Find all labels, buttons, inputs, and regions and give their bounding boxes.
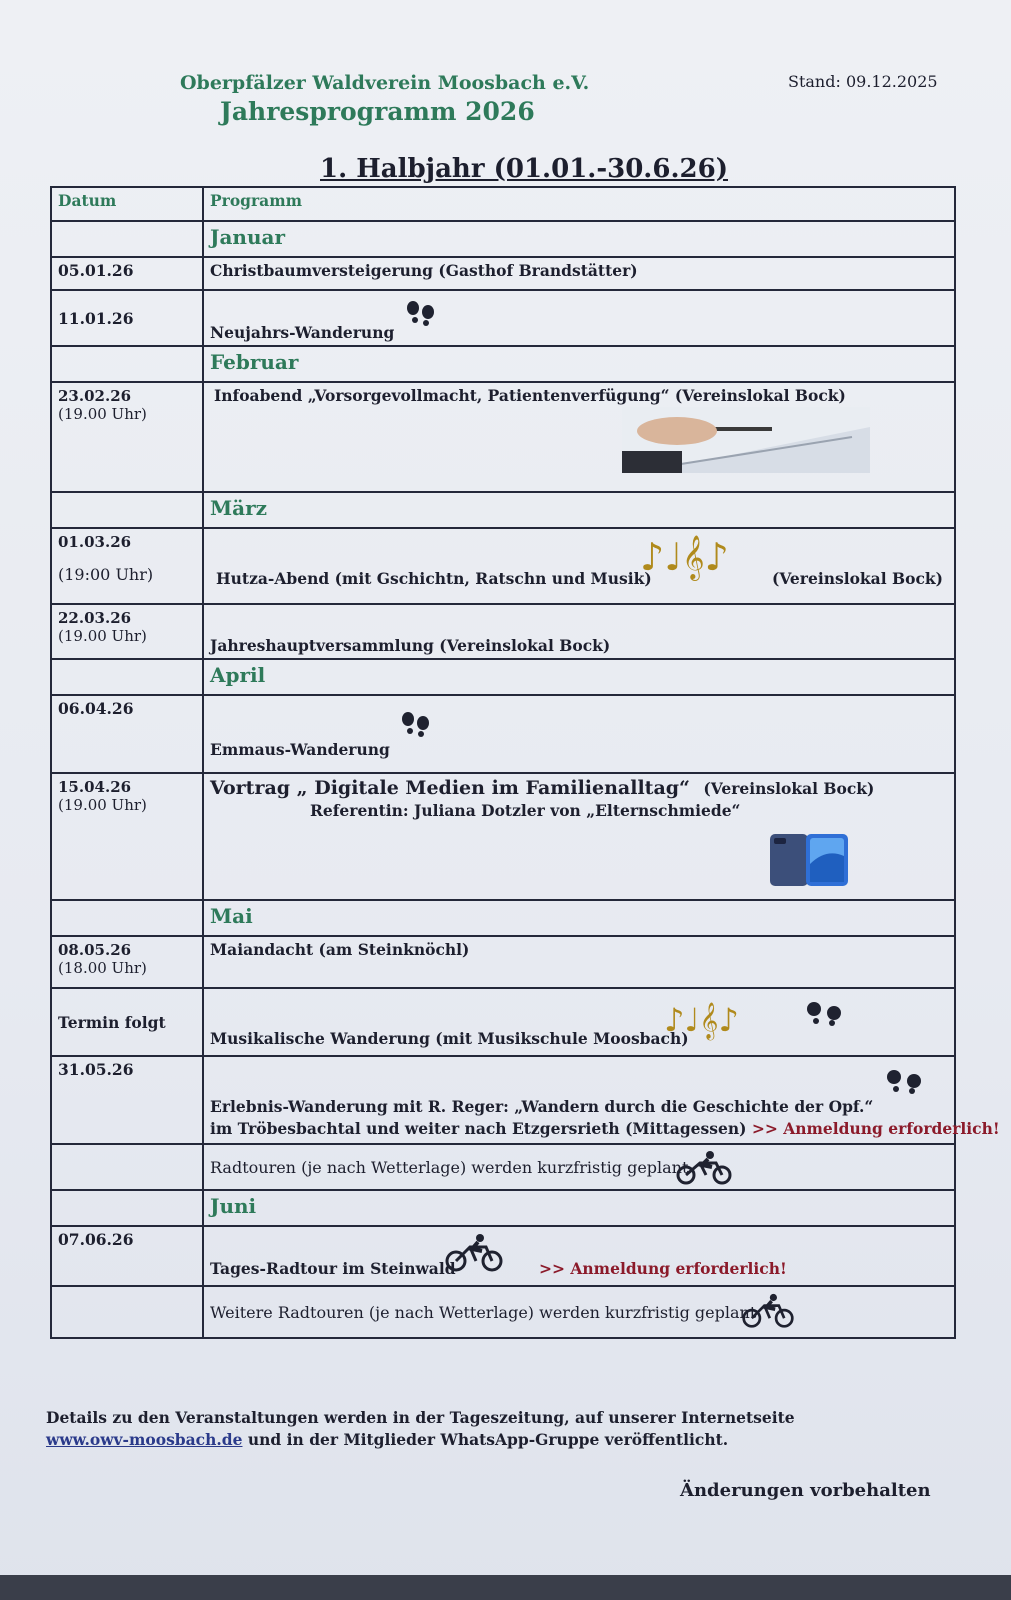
bicycle-icon	[444, 1233, 504, 1273]
table-row	[51, 936, 955, 988]
event-speaker: Referentin: Juliana Dotzler von „Elternschmiede“	[310, 801, 741, 820]
event-text-2: im Tröbesbachtal und weiter nach Etzgersrieth (Mittagessen)	[210, 1119, 747, 1138]
table-row	[51, 257, 955, 290]
month-row-april	[51, 659, 955, 695]
event-time: (19:00 Uhr)	[58, 565, 154, 584]
event-time: (19.00 Uhr)	[58, 405, 147, 423]
footer-details-rest: und in der Mitglieder WhatsApp-Gruppe veröffentlicht.	[242, 1430, 729, 1449]
event-date: 31.05.26	[51, 1056, 203, 1144]
organization-name: Oberpfälzer Waldverein Moosbach e.V.	[180, 72, 590, 94]
event-time: (18.00 Uhr)	[58, 959, 147, 977]
footprints-icon	[399, 710, 433, 738]
table-row	[51, 604, 955, 659]
event-date	[51, 1144, 203, 1190]
event-text: Hutza-Abend (mit Gschichtn, Ratschn und Musik)	[216, 569, 652, 588]
event-text: Infoabend „Vorsorgevollmacht, Patientenverfügung“ (Vereinslokal Bock)	[214, 386, 846, 405]
table-row	[51, 988, 955, 1056]
event-location: (Vereinslokal Bock)	[703, 779, 875, 798]
event-date: 06.04.26	[51, 695, 203, 773]
registration-arrow: >>	[751, 1119, 778, 1138]
event-date: 07.06.26	[51, 1226, 203, 1286]
event-date: 11.01.26	[51, 290, 203, 346]
month-label: Januar	[203, 221, 955, 257]
event-text: Christbaumversteigerung (Gasthof Brandstätter)	[203, 257, 955, 290]
table-row	[51, 382, 955, 492]
event-text: Erlebnis-Wanderung mit R. Reger: „Wandern durch die Geschichte der Opf.“	[210, 1097, 874, 1116]
background-surface	[0, 1575, 1011, 1600]
program-title: Jahresprogramm 2026	[220, 97, 535, 126]
event-date: 22.03.26	[58, 609, 132, 627]
footprints-icon	[884, 1067, 928, 1095]
table-row	[51, 290, 955, 346]
table-row	[51, 1056, 955, 1144]
registration-note: Anmeldung erforderlich!	[783, 1119, 1000, 1138]
footer-details-line-2	[46, 1430, 728, 1449]
smartphone-image	[770, 834, 848, 886]
event-text: Jahreshauptversammlung (Vereinslokal Bock)	[203, 604, 955, 659]
bicycle-icon	[674, 1151, 734, 1185]
month-row-june	[51, 1190, 955, 1226]
table-row	[51, 528, 955, 604]
month-label: Februar	[203, 346, 955, 382]
month-row-january	[51, 221, 955, 257]
event-date: 08.05.26	[58, 941, 132, 959]
registration-arrow: >>	[539, 1259, 565, 1278]
column-header-date: Datum	[51, 187, 203, 221]
event-text: Weitere Radtouren (je nach Wetterlage) werden kurzfristig geplant	[210, 1302, 757, 1322]
table-header-row	[51, 187, 955, 221]
event-location: (Vereinslokal Bock)	[772, 569, 943, 588]
event-text: Neujahrs-Wanderung	[210, 323, 395, 342]
document-pen-image	[622, 407, 870, 473]
month-row-may	[51, 900, 955, 936]
table-row	[51, 1286, 955, 1338]
month-label: Mai	[203, 900, 955, 936]
column-header-program: Programm	[203, 187, 955, 221]
music-notes-icon: ♪♩𝄞♪	[664, 1001, 739, 1039]
halfyear-heading: 1. Halbjahr (01.01.-30.6.26)	[320, 154, 728, 184]
event-time: (19.00 Uhr)	[58, 627, 147, 645]
event-date: 05.01.26	[51, 257, 203, 290]
event-text: Radtouren (je nach Wetterlage) werden kurzfristig geplant	[210, 1157, 689, 1177]
footer-details-line: Details zu den Veranstaltungen werden in der Tageszeitung, auf unserer Internetseite	[46, 1408, 795, 1427]
table-row	[51, 1144, 955, 1190]
month-row-february	[51, 346, 955, 382]
table-row	[51, 695, 955, 773]
event-date: 23.02.26	[58, 387, 132, 405]
event-date: 15.04.26	[58, 778, 132, 796]
month-label: März	[203, 492, 955, 528]
registration-note: Anmeldung erforderlich!	[570, 1259, 787, 1278]
footprints-icon	[804, 999, 848, 1027]
program-table	[50, 186, 1000, 1339]
bicycle-icon	[740, 1293, 796, 1329]
event-time: (19.00 Uhr)	[58, 796, 147, 814]
event-title: Vortrag „ Digitale Medien im Familienalltag“	[210, 777, 690, 799]
footprints-icon	[404, 299, 438, 327]
table-row	[51, 773, 955, 900]
event-date: 01.03.26	[58, 533, 132, 551]
event-text: Musikalische Wanderung (mit Musikschule Moosbach)	[210, 1029, 689, 1048]
event-date	[51, 1286, 203, 1338]
table-row	[51, 1226, 955, 1286]
website-link[interactable]: www.owv-moosbach.de	[46, 1430, 243, 1449]
event-text: Emmaus-Wanderung	[210, 740, 390, 759]
stand-date: Stand: 09.12.2025	[788, 72, 938, 91]
event-text: Maiandacht (am Steinknöchl)	[203, 936, 955, 988]
music-notes-icon: ♪♩𝄞♪	[640, 535, 729, 579]
month-label: Juni	[203, 1190, 955, 1226]
month-label: April	[203, 659, 955, 695]
event-text: Tages-Radtour im Steinwald	[210, 1259, 456, 1278]
event-date: Termin folgt	[51, 988, 203, 1056]
month-row-march	[51, 492, 955, 528]
changes-reserved-note: Änderungen vorbehalten	[680, 1480, 931, 1501]
